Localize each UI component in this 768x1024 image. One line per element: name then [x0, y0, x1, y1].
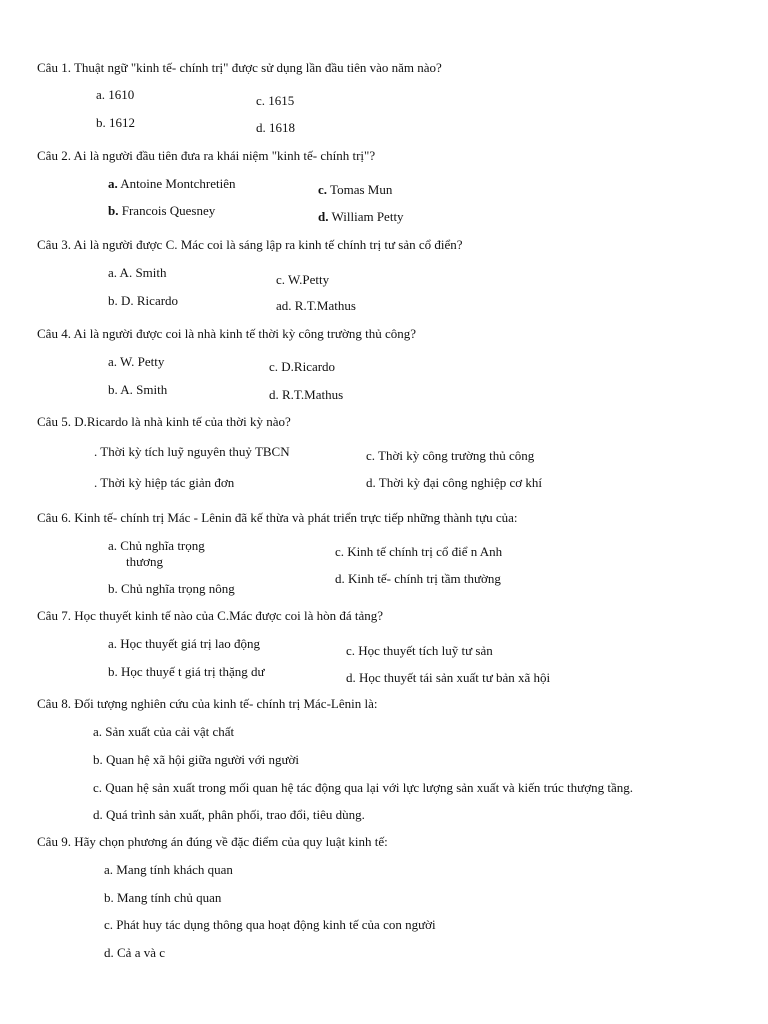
- q2-option-d: [318, 209, 404, 225]
- q2-option-c: [318, 182, 392, 198]
- question-8: Câu 8. Đối tượng nghiên cứu của kinh tế- chính trị Mác-Lênin là:: [37, 696, 378, 711]
- q8-option-b: b. Quan hệ xã hội giữa người với người: [93, 752, 300, 767]
- q2-option-a-letter: a.: [108, 176, 118, 191]
- q6-option-c: c. Kinh tế chính trị cổ điể n Anh: [335, 544, 503, 559]
- question-1: Câu 1. Thuật ngữ "kinh tế- chính trị" được sử dụng lần đầu tiên vào năm nào?: [37, 60, 442, 75]
- q5-option-a: . Thời kỳ tích luỹ nguyên thuỷ TBCN: [94, 444, 290, 459]
- q5-option-b: . Thời kỳ hiệp tác giản đơn: [94, 475, 235, 490]
- q1-option-b: b. 1612: [96, 115, 135, 130]
- q2-option-a-text: Antoine Montchretiên: [120, 176, 236, 191]
- question-9: Câu 9. Hãy chọn phương án đúng về đặc điểm của quy luật kinh tế:: [37, 834, 388, 849]
- q6-option-b: b. Chủ nghĩa trọng nông: [108, 581, 235, 596]
- question-3: Câu 3. Ai là người được C. Mác coi là sáng lập ra kinh tế chính trị tư sản cổ điển?: [37, 237, 463, 252]
- q2-option-b: [108, 203, 215, 219]
- q3-option-c: c. W.Petty: [276, 272, 330, 287]
- q5-option-c: c. Thời kỳ công trường thủ công: [366, 448, 535, 463]
- question-7: Câu 7. Học thuyết kinh tế nào của C.Mác được coi là hòn đá tảng?: [37, 608, 384, 623]
- q1-option-d: d. 1618: [256, 120, 295, 135]
- q4-option-b: b. A. Smith: [108, 382, 168, 397]
- q7-option-a: a. Học thuyết giá trị lao động: [108, 636, 260, 651]
- question-5: Câu 5. D.Ricardo là nhà kinh tế của thời kỳ nào?: [37, 414, 291, 429]
- q8-option-d: d. Quá trình sản xuất, phân phối, trao đổi, tiêu dùng.: [93, 807, 365, 822]
- q1-option-a: a. 1610: [96, 87, 135, 102]
- q2-option-d-letter: d.: [318, 209, 329, 224]
- q6-option-a-text: a. Chủ nghĩa trọng thương: [108, 538, 205, 569]
- q8-option-c: c. Quan hệ sản xuất trong mối quan hệ tác động qua lại với lực lượng sản xuất và kiến trúc thượng tầng.: [93, 780, 633, 795]
- q9-option-b: b. Mang tính chủ quan: [104, 890, 222, 905]
- q8-option-a: a. Sản xuất của cải vật chất: [93, 724, 235, 739]
- q9-option-a: a. Mang tính khách quan: [104, 862, 233, 877]
- q7-option-d: d. Học thuyết tái sản xuất tư bản xã hội: [346, 670, 551, 685]
- q2-option-b-letter: b.: [108, 203, 119, 218]
- q9-option-d: d. Cả a và c: [104, 945, 166, 960]
- q3-option-a: a. A. Smith: [108, 265, 167, 280]
- question-4: Câu 4. Ai là người được coi là nhà kinh tế thời kỳ công trường thủ công?: [37, 326, 416, 341]
- q4-option-c: c. D.Ricardo: [269, 359, 336, 374]
- question-2: Câu 2. Ai là người đầu tiên đưa ra khái niệm "kinh tế- chính trị"?: [37, 148, 376, 163]
- q4-option-a: a. W. Petty: [108, 354, 165, 369]
- q2-option-a: [108, 176, 235, 192]
- q2-option-c-text: Tomas Mun: [330, 182, 393, 197]
- q3-option-b: b. D. Ricardo: [108, 293, 179, 308]
- q5-option-d: d. Thời kỳ đại công nghiệp cơ khí: [366, 475, 542, 490]
- q7-option-b: b. Học thuyế t giá trị thặng dư: [108, 664, 265, 679]
- q2-option-b-text: Francois Quesney: [121, 203, 216, 218]
- q7-option-c: c. Học thuyết tích luỹ tư sản: [346, 643, 493, 658]
- question-6: Câu 6. Kinh tế- chính trị Mác - Lênin đã kế thừa và phát triển trực tiếp những thành tựu của:: [37, 510, 518, 525]
- q3-option-d: ad. R.T.Mathus: [276, 298, 356, 313]
- q9-option-c: c. Phát huy tác dụng thông qua hoạt động kinh tế của con người: [104, 917, 436, 932]
- q6-option-a: [108, 538, 238, 570]
- q1-option-c: c. 1615: [256, 93, 295, 108]
- q2-option-d-text: William Petty: [331, 209, 404, 224]
- q2-option-c-letter: c.: [318, 182, 328, 197]
- q4-option-d: d. R.T.Mathus: [269, 387, 344, 402]
- q6-option-d: d. Kinh tế- chính trị tầm thường: [335, 571, 501, 586]
